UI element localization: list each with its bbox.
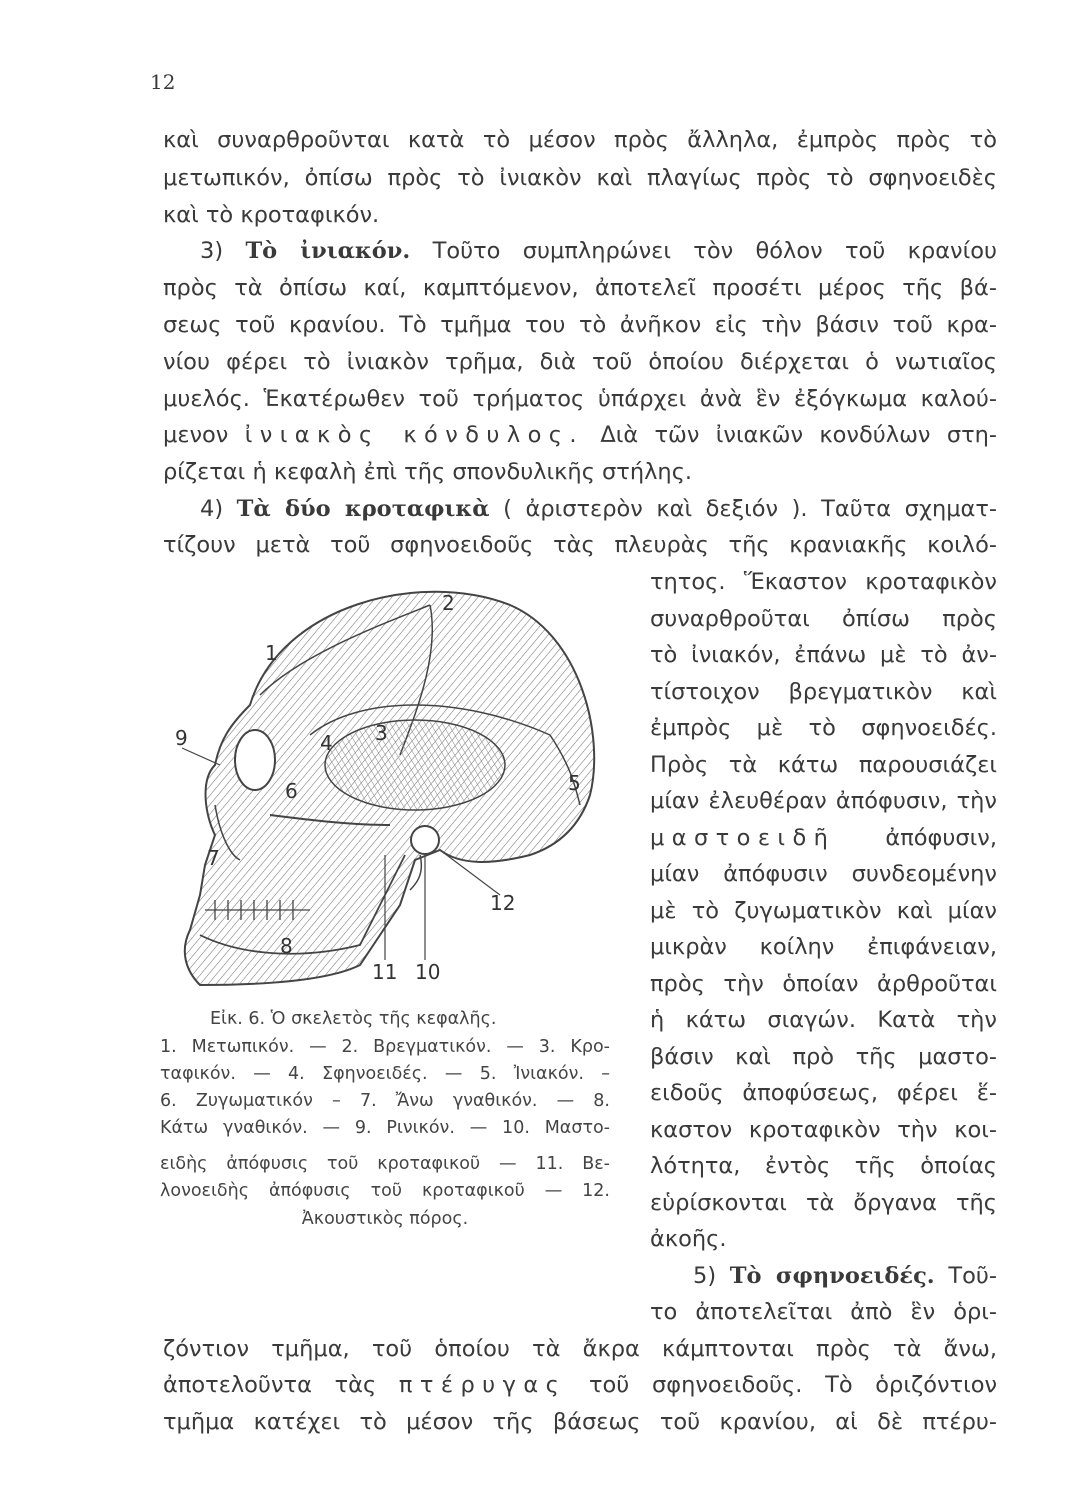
text-line: καὶ συναρθροῦνται κατὰ τὸ μέσον πρὸς ἄλληλα, ἐμπρὸς πρὸς τὸ: [163, 127, 997, 153]
text-line: συναρθροῦται ὀπίσω πρὸς: [650, 606, 997, 632]
text-line: πρὸς τὰ ὀπίσω καί, καμπτόμενον, ἀποτελεῖ προσέτι μέρος τῆς βά-: [163, 275, 997, 301]
text-span: ( ἀριστερὸν καὶ δεξιόν ). Ταῦτα σχηματ-: [503, 496, 997, 522]
figure-caption-line: 1. Μετωπικόν. — 2. Βρεγματικόν. — 3. Κρο-: [160, 1037, 610, 1057]
text-span: τοῦ σφηνοειδοῦς. Τὸ ὁριζόντιον: [588, 1372, 997, 1398]
figure-caption-title: Εἰκ. 6. Ὁ σκελετὸς τῆς κεφαλῆς.: [210, 1009, 497, 1029]
figure-caption-line: ειδὴς ἀπόφυσις τοῦ κροταφικοῦ — 11. Βε-: [160, 1154, 610, 1174]
text-span: μενον: [163, 422, 229, 448]
text-span: Διὰ τῶν ἰνιακῶν κονδύλων στη-: [600, 422, 997, 448]
text-line: πρὸς τὴν ὁποίαν ἀρθροῦται: [650, 971, 997, 997]
text-line: [200, 494, 997, 524]
figure-label-8: 8: [280, 934, 293, 958]
figure-caption-line: Ἀκουστικὸς πόρος.: [301, 1209, 469, 1229]
text-line: [163, 420, 997, 450]
spaced-term: ἰνιακὸς κόνδυλος.: [244, 422, 584, 448]
text-line: μὲ τὸ ζυγωματικὸν καὶ μίαν: [650, 898, 997, 924]
figure-label-5: 5: [568, 771, 581, 795]
text-line: καστον κροταφικὸν τὴν κοι-: [650, 1117, 997, 1143]
text-line: τίζουν μετὰ τοῦ σφηνοειδοῦς τὰς πλευρὰς τῆς κρανιακῆς κοιλό-: [163, 532, 997, 558]
figure-label-2: 2: [442, 591, 455, 615]
figure-label-10: 10: [415, 960, 441, 984]
figure-label-1: 1: [265, 641, 278, 665]
text-line: μικρὰν κοίλην ἐπιφάνειαν,: [650, 934, 997, 960]
text-line: ἀκοῆς.: [650, 1226, 727, 1252]
text-line: καὶ τὸ κροταφικόν.: [163, 202, 380, 228]
text-line: μίαν ἀπόφυσιν συνδεομένην: [650, 861, 997, 887]
item-number: 5): [693, 1263, 717, 1289]
text-line: ειδοῦς ἀποφύσεως, φέρει ἕ-: [650, 1080, 997, 1106]
text-line: εὑρίσκονται τὰ ὄργανα τῆς: [650, 1190, 997, 1216]
figure-caption-line: 6. Ζυγωματικόν – 7. Ἄνω γναθικόν. — 8.: [160, 1091, 610, 1111]
figure-label-7: 7: [207, 846, 220, 870]
figure-label-11: 11: [372, 960, 398, 984]
text-span: Τοῦ-: [948, 1263, 997, 1289]
text-line: [163, 1370, 997, 1400]
figure-caption-line: ταφικόν. — 4. Σφηνοειδές. — 5. Ἰνιακόν. –: [160, 1064, 610, 1084]
figure-caption-line: λονοειδὴς ἀπόφυσις τοῦ κροταφικοῦ — 12.: [160, 1181, 610, 1201]
text-line: [200, 236, 997, 266]
text-line: ζόντιον τμῆμα, τοῦ ὁποίου τὰ ἄκρα κάμπτονται πρὸς τὰ ἄνω,: [163, 1336, 997, 1362]
text-span: Τοῦτο συμπληρώνει τὸν θόλον τοῦ κρανίου: [432, 238, 997, 264]
text-line: ἡ κάτω σιαγών. Κατὰ τὴν: [650, 1007, 997, 1033]
text-line: τὸ ἰνιακόν, ἐπάνω μὲ τὸ ἀν-: [650, 642, 997, 668]
text-line: μίαν ἐλευθέραν ἀπόφυσιν, τὴν: [650, 788, 997, 814]
text-line: τητος. Ἕκαστον κροταφικὸν: [650, 569, 997, 595]
figure-label-9: 9: [175, 726, 188, 750]
text-line: [650, 823, 997, 853]
text-span: ἀποτελοῦντα τὰς: [163, 1372, 377, 1398]
text-line: νίου φέρει τὸ ἰνιακὸν τρῆμα, διὰ τοῦ ὁποίου διέρχεται ὁ νωτιαῖος: [163, 349, 997, 375]
text-line: ρίζεται ἡ κεφαλὴ ἐπὶ τῆς σπονδυλικῆς στήλης.: [163, 459, 693, 485]
page-number: 12: [150, 70, 176, 94]
text-line: το ἀποτελεῖται ἀπὸ ἓν ὁρι-: [650, 1299, 997, 1325]
item-number: 4): [200, 496, 224, 522]
figure-label-4: 4: [320, 731, 333, 755]
text-line: μετωπικόν, ὀπίσω πρὸς τὸ ἰνιακὸν καὶ πλαγίως πρὸς τὸ σφηνοειδὲς: [163, 165, 997, 191]
text-line: σεως τοῦ κρανίου. Τὸ τμῆμα του τὸ ἀνῆκον εἰς τὴν βάσιν τοῦ κρα-: [163, 312, 997, 338]
text-line: ἐμπρὸς μὲ τὸ σφηνοειδές.: [650, 715, 997, 741]
skull-illustration: [160, 565, 640, 1005]
section-heading-iniakon: Τὸ ἰνιακόν.: [245, 238, 411, 264]
text-line: λότητα, ἐντὸς τῆς ὁποίας: [650, 1153, 997, 1179]
section-heading-krotafika: Τὰ δύο κροταφικὰ: [236, 496, 490, 522]
text-span: ἀπόφυσιν,: [885, 825, 997, 851]
figure-label-12: 12: [490, 891, 516, 915]
text-line: Πρὸς τὰ κάτω παρουσιάζει: [650, 752, 997, 778]
figure-label-6: 6: [285, 779, 298, 803]
text-line: μυελός. Ἑκατέρωθεν τοῦ τρήματος ὑπάρχει ἀνὰ ἓν ἐξόγκωμα καλού-: [163, 386, 997, 412]
figure-label-3: 3: [375, 721, 388, 745]
spaced-term: μαστοειδῆ: [650, 825, 836, 851]
text-line: τίστοιχον βρεγματικὸν καὶ: [650, 679, 997, 705]
text-line: τμῆμα κατέχει τὸ μέσον τῆς βάσεως τοῦ κρανίου, αἱ δὲ πτέρυ-: [163, 1409, 997, 1435]
item-number: 3): [200, 238, 224, 264]
text-line: βάσιν καὶ πρὸ τῆς μαστο-: [650, 1044, 997, 1070]
figure-caption-line: Κάτω γναθικόν. — 9. Ρινικόν. — 10. Μαστο-: [160, 1118, 610, 1138]
section-heading-sfinoeides: Τὸ σφηνοειδές.: [729, 1263, 935, 1289]
text-line: [693, 1261, 997, 1291]
spaced-term: πτέρυγας: [398, 1372, 567, 1398]
